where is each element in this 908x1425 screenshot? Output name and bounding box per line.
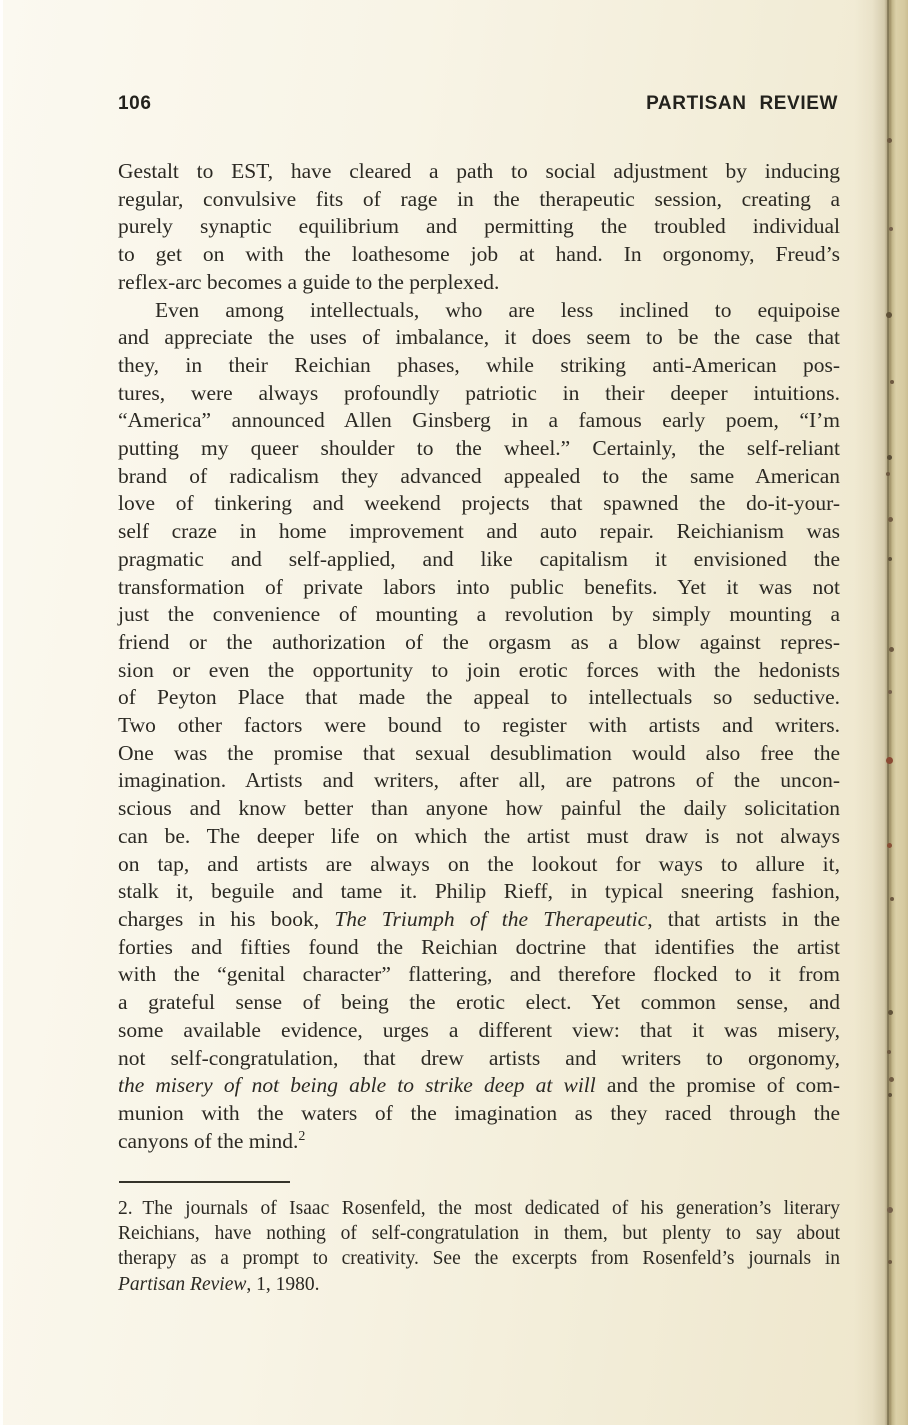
page-edge-speck bbox=[888, 690, 892, 694]
text-line bbox=[118, 518, 840, 546]
text-line bbox=[118, 435, 840, 463]
text-segment: regular, convulsive fits of rage in the therapeutic session, creating a bbox=[118, 186, 840, 211]
text-line bbox=[118, 158, 840, 186]
page-edge-speck bbox=[886, 757, 893, 764]
page-edge-speck bbox=[889, 1077, 894, 1082]
page-edge-speck bbox=[886, 472, 890, 476]
page-edge-speck bbox=[889, 227, 893, 231]
text-segment: on tap, and artists are always on the lookout for ways to allure it, bbox=[118, 851, 840, 876]
text-line bbox=[118, 851, 840, 879]
text-segment: sion or even the opportunity to join erotic forces with the hedonists bbox=[118, 657, 840, 682]
text-segment: The Triumph of the Therapeutic bbox=[334, 906, 648, 931]
page-edge-speck bbox=[887, 1207, 893, 1213]
page-edge-speck bbox=[886, 312, 892, 318]
text-line bbox=[118, 352, 840, 380]
text-line bbox=[118, 1017, 840, 1045]
text-segment: One was the promise that sexual desublimation would also free the bbox=[118, 740, 840, 765]
text-line bbox=[118, 1128, 840, 1156]
text-line bbox=[118, 961, 840, 989]
text-segment: and the promise of com- bbox=[595, 1073, 840, 1098]
page-edge-speck bbox=[889, 647, 894, 652]
text-segment: putting my queer shoulder to the wheel.” Certainly, the self-reliant bbox=[118, 436, 840, 461]
text-segment: Reichians, have nothing of self-congratulation in them, but plenty to say about bbox=[118, 1223, 840, 1245]
text-segment: forties and fifties found the Reichian doctrine that identifies the artist bbox=[118, 934, 840, 959]
text-segment: just the convenience of mounting a revolution by simply mounting a bbox=[118, 602, 840, 627]
text-segment: purely synaptic equilibrium and permitting the troubled individual bbox=[118, 214, 840, 239]
text-line bbox=[118, 934, 840, 962]
text-segment: canyons of the mind. bbox=[118, 1128, 299, 1153]
page-edge-speck bbox=[890, 897, 894, 901]
page-edge-speck bbox=[887, 843, 892, 848]
text-segment: Even among intellectuals, who are less inclined to equipoise bbox=[155, 297, 840, 322]
text-line bbox=[118, 1221, 840, 1246]
text-segment: brand of radicalism they advanced appealed to the same American bbox=[118, 463, 840, 488]
text-line bbox=[118, 1246, 840, 1271]
text-line bbox=[118, 878, 840, 906]
text-segment: friend or the authorization of the orgasm as a blow against repres- bbox=[118, 629, 840, 654]
journal-title: PARTISAN REVIEW bbox=[646, 93, 838, 114]
text-segment: transformation of private labors into public benefits. Yet it was not bbox=[118, 574, 840, 599]
text-segment: imagination. Artists and writers, after all, are patrons of the uncon- bbox=[118, 768, 840, 793]
paragraph bbox=[118, 1196, 840, 1297]
text-line bbox=[118, 269, 840, 297]
text-line bbox=[118, 989, 840, 1017]
text-segment: reflex-arc becomes a guide to the perplexed. bbox=[118, 269, 500, 294]
page-edge-speck bbox=[887, 138, 892, 143]
footnote-marker: 2 bbox=[298, 1128, 306, 1144]
text-segment: can be. The deeper life on which the artist must draw is not always bbox=[118, 823, 840, 848]
text-line bbox=[118, 490, 840, 518]
text-segment: a grateful sense of being the erotic elect. Yet common sense, and bbox=[118, 990, 840, 1015]
text-line bbox=[118, 407, 840, 435]
text-line bbox=[118, 1100, 840, 1128]
text-line bbox=[118, 684, 840, 712]
page-number: 106 bbox=[118, 93, 152, 114]
text-line bbox=[118, 546, 840, 574]
text-segment: , 1, 1980. bbox=[246, 1273, 320, 1295]
page-edge-speck bbox=[888, 557, 892, 561]
text-segment: scious and know better than anyone how painful the daily solicitation bbox=[118, 796, 840, 821]
text-segment: tures, were always profoundly patriotic in their deeper intuitions. bbox=[118, 380, 840, 405]
text-segment: the misery of not being able to strike deep at will bbox=[118, 1073, 596, 1098]
text-line bbox=[118, 1272, 840, 1297]
text-line bbox=[118, 324, 840, 352]
text-line bbox=[118, 657, 840, 685]
running-header bbox=[118, 93, 838, 115]
text-segment: self craze in home improvement and auto repair. Reichianism was bbox=[118, 519, 840, 544]
text-line bbox=[118, 740, 840, 768]
text-line bbox=[118, 297, 840, 325]
footnote bbox=[118, 1196, 840, 1297]
text-line bbox=[118, 574, 840, 602]
scan-left-edge bbox=[0, 0, 3, 1425]
page-edge-speck bbox=[888, 1260, 892, 1264]
text-line bbox=[118, 767, 840, 795]
text-line bbox=[118, 380, 840, 408]
text-segment: Two other factors were bound to register with artists and writers. bbox=[118, 713, 840, 738]
paragraph bbox=[118, 297, 840, 1156]
text-segment: Gestalt to EST, have cleared a path to social adjustment by inducing bbox=[118, 159, 840, 183]
text-line bbox=[118, 213, 840, 241]
body-text bbox=[118, 158, 840, 1155]
text-line bbox=[118, 795, 840, 823]
page-edge-speck bbox=[887, 455, 892, 460]
text-line bbox=[118, 823, 840, 851]
page-edge-speck bbox=[888, 1093, 892, 1097]
page-edge-speck bbox=[888, 517, 893, 522]
text-line bbox=[118, 1196, 840, 1221]
text-segment: charges in his book, bbox=[118, 906, 335, 931]
text-segment: stalk it, beguile and tame it. Philip Rieff, in typical sneering fashion, bbox=[118, 879, 840, 904]
text-line bbox=[118, 1072, 840, 1100]
text-segment: , that artists in the bbox=[647, 906, 840, 931]
text-line bbox=[118, 463, 840, 491]
text-segment: and appreciate the uses of imbalance, it does seem to be the case that bbox=[118, 325, 840, 350]
text-segment: with the “genital character” flattering, and therefore flocked to it from bbox=[118, 962, 840, 987]
text-line bbox=[118, 186, 840, 214]
text-line bbox=[118, 601, 840, 629]
paragraph bbox=[118, 158, 840, 297]
text-line bbox=[118, 629, 840, 657]
text-line bbox=[118, 712, 840, 740]
text-segment: to get on with the loathesome job at hand. In orgonomy, Freud’s bbox=[118, 242, 840, 267]
text-line bbox=[118, 1045, 840, 1073]
text-line bbox=[118, 241, 840, 269]
page-right-edge bbox=[854, 0, 908, 1425]
text-segment: 2. The journals of Isaac Rosenfeld, the most dedicated of his generation’s literary bbox=[118, 1198, 840, 1219]
text-segment: Partisan Review bbox=[118, 1273, 247, 1295]
text-segment: of Peyton Place that made the appeal to intellectuals so seductive. bbox=[118, 685, 840, 710]
page-edge-speck bbox=[887, 1050, 891, 1054]
text-segment: therapy as a prompt to creativity. See the excerpts from Rosenfeld’s journals in bbox=[118, 1248, 840, 1270]
text-segment: munion with the waters of the imagination as they raced through the bbox=[118, 1100, 840, 1125]
text-segment: pragmatic and self-applied, and like capitalism it envisioned the bbox=[118, 546, 840, 571]
text-segment: some available evidence, urges a different view: that it was misery, bbox=[118, 1017, 840, 1042]
footnote-rule bbox=[119, 1181, 290, 1183]
text-segment: love of tinkering and weekend projects that spawned the do-it-your- bbox=[118, 491, 840, 516]
text-segment: they, in their Reichian phases, while striking anti-American pos- bbox=[118, 352, 840, 377]
page-edge-speck bbox=[888, 1010, 893, 1015]
text-segment: not self-congratulation, that drew artists and writers to orgonomy, bbox=[118, 1045, 840, 1070]
text-line bbox=[118, 906, 840, 934]
page-edge-speck bbox=[890, 380, 894, 384]
text-segment: “America” announced Allen Ginsberg in a famous early poem, “I’m bbox=[118, 408, 840, 433]
